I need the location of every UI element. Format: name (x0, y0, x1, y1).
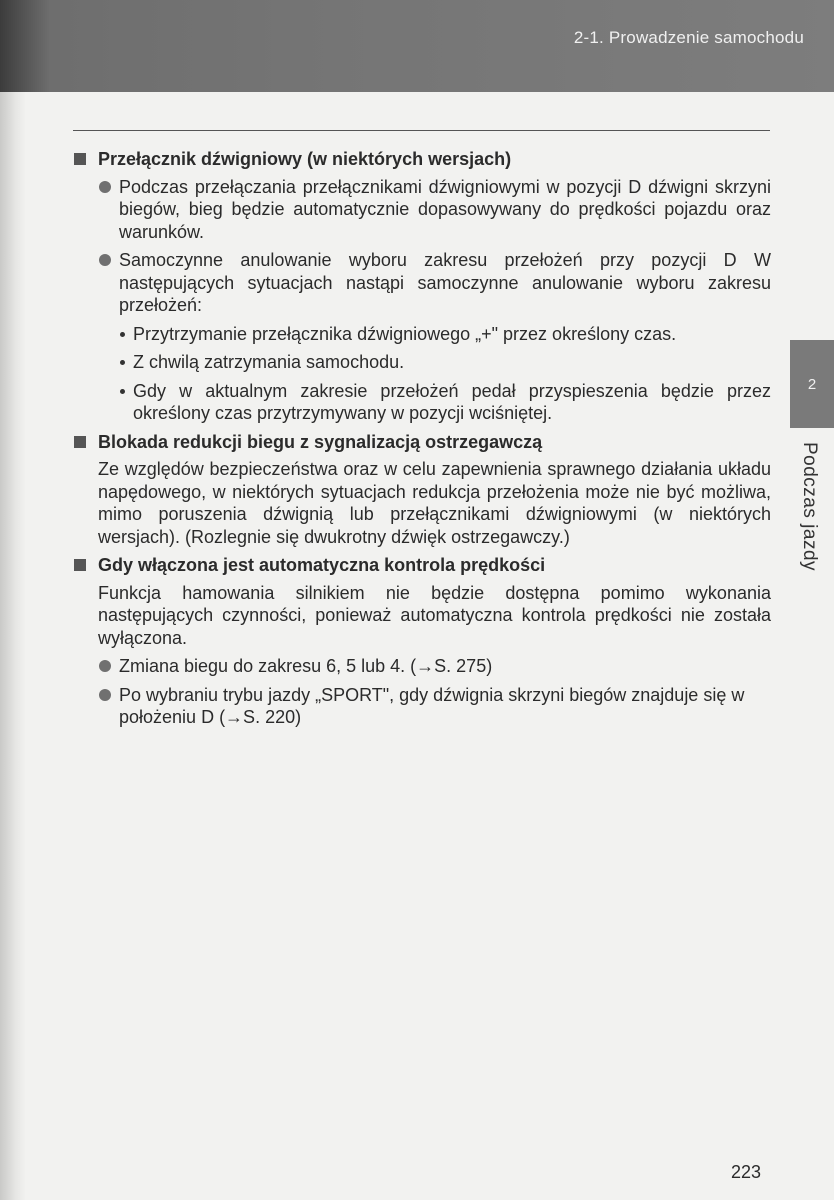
chapter-header (0, 0, 834, 92)
list-item-text: Podczas przełączania przełącznikami dźwigniowymi w pozycji D dźwigni skrzyni biegów, bieg będzie automatycznie dopasowywany do prędkości pojazdu oraz warunków. (119, 176, 771, 242)
list-item-text: Zmiana biegu do zakresu 6, 5 lub 4. (→S. 275) (119, 656, 493, 676)
list-item (71, 249, 771, 317)
list-item-text: Po wybraniu trybu jazdy „SPORT", gdy dźwignia skrzyni biegów znajduje się w położeniu D (→S. 220) (119, 684, 745, 727)
chapter-tab-number: 2 (807, 376, 817, 393)
section-heading (71, 431, 771, 454)
square-bullet-icon (74, 153, 86, 165)
sub-list-item (71, 323, 771, 346)
page-gutter-shadow (0, 0, 26, 1200)
page-number: 223 (731, 1162, 762, 1182)
round-bullet-icon (99, 254, 111, 266)
chapter-tab (790, 340, 834, 428)
list-item (71, 684, 771, 729)
page-content (71, 148, 771, 735)
chapter-title: 2-1. Prowadzenie samochodu (573, 28, 804, 47)
small-bullet-icon (120, 389, 125, 394)
sub-list-item-text: Gdy w aktualnym zakresie przełożeń pedał przyspieszenia będzie przez określony czas przytrzymywany w pozycji wciśniętej. (133, 380, 771, 423)
header-rule (73, 130, 770, 131)
section-title: Gdy włączona jest automatyczna kontrola prędkości (98, 555, 546, 575)
sub-list-item (71, 380, 771, 425)
section-title: Przełącznik dźwigniowy (w niektórych wersjach) (98, 149, 512, 169)
section-paragraph: Funkcja hamowania silnikiem nie będzie dostępna pomimo wykonania następujących czynności, ponieważ automatyczna kontrola prędkości nie została wyłączona. (98, 582, 771, 648)
round-bullet-icon (99, 689, 111, 701)
section-heading (71, 554, 771, 577)
round-bullet-icon (99, 660, 111, 672)
small-bullet-icon (120, 360, 125, 365)
square-bullet-icon (74, 559, 86, 571)
sub-list-item (71, 351, 771, 374)
small-bullet-icon (120, 332, 125, 337)
section-heading (71, 148, 771, 171)
list-item (71, 655, 771, 678)
sub-list-item-text: Z chwilą zatrzymania samochodu. (133, 352, 405, 372)
round-bullet-icon (99, 181, 111, 193)
section-title: Blokada redukcji biegu z sygnalizacją ostrzegawczą (98, 431, 543, 452)
section-paragraph: Ze względów bezpieczeństwa oraz w celu zapewnienia sprawnego działania układu napędowego, w niektórych sytuacjach redukcja przełożenia może nie być możliwa, mimo poruszenia dźwignią lub przełącznikami dźwigniowymi (w niektórych wersjach). (Rozlegnie się dwukrotny dźwięk ostrzegawczy.) (98, 459, 771, 547)
list-item (71, 176, 771, 244)
square-bullet-icon (74, 436, 86, 448)
list-item-text: Samoczynne anulowanie wyboru zakresu przełożeń przy pozycji D W następujących sytuacjach nastąpi samoczynne anulowanie wyboru zakresu przełożeń: (119, 250, 771, 315)
chapter-tab-label: Podczas jazdy (799, 442, 820, 572)
sub-list-item-text: Przytrzymanie przełącznika dźwigniowego „+" przez określony czas. (133, 323, 677, 344)
